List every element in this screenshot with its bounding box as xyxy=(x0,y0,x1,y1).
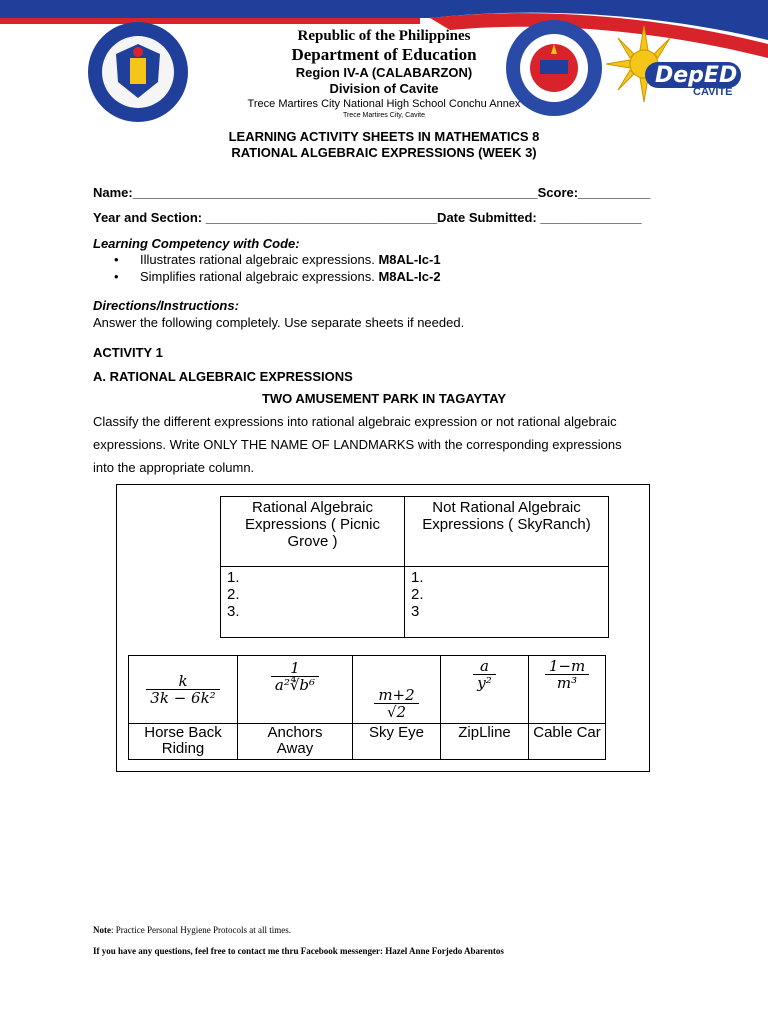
footer-note xyxy=(93,925,291,935)
expression-fraction: $\frac{m+2}{√2}$ xyxy=(374,687,418,720)
doc-subtitle: RATIONAL ALGEBRAIC EXPRESSIONS (WEEK 3) xyxy=(231,145,537,160)
expression-fraction: $\frac{1-m}{\text{m³}}$ xyxy=(545,658,589,691)
bullet-icon: • xyxy=(114,252,119,267)
bullet-icon: • xyxy=(114,269,119,284)
landmark-cell: ZipLline xyxy=(441,724,529,760)
instructions-line-3: into the appropriate column. xyxy=(93,460,255,475)
expression-cell xyxy=(129,656,238,724)
answer-slot: 1. xyxy=(411,569,424,586)
header-division: Division of Cavite xyxy=(329,81,439,96)
answer-slot: 1. xyxy=(227,569,240,586)
note-label: Note xyxy=(93,925,111,935)
expressions-table xyxy=(128,655,606,760)
competency-code: M8AL-Ic-2 xyxy=(378,269,441,284)
not-rational-answer-cell[interactable] xyxy=(405,567,609,638)
expression-cell xyxy=(353,656,441,724)
section-a-label: A. RATIONAL ALGEBRAIC EXPRESSIONS xyxy=(93,369,353,384)
header-region: Region IV-A (CALABARZON) xyxy=(295,65,473,80)
competency-text: Illustrates rational algebraic expressions. xyxy=(140,252,379,267)
note-text: : Practice Personal Hygiene Protocols at all times. xyxy=(111,925,291,935)
landmark-cell: Cable Car xyxy=(529,724,606,760)
rational-column-header: Rational Algebraic Expressions ( Picnic Grove ) xyxy=(221,497,405,567)
header-school: Trece Martires City National High School Conchu Annex xyxy=(247,98,521,110)
classification-table xyxy=(220,496,609,638)
header-republic: Republic of the Philippines xyxy=(297,28,471,44)
landmark-cell: Anchors Away xyxy=(238,724,353,760)
deped-logo-sub: CAVITE xyxy=(693,86,733,98)
doc-title: LEARNING ACTIVITY SHEETS IN MATHEMATICS 8 xyxy=(228,129,540,144)
expression-cell xyxy=(441,656,529,724)
expression-cell xyxy=(529,656,606,724)
instructions-line-2: expressions. Write ONLY THE NAME OF LANDMARKS with the corresponding expressions xyxy=(93,437,622,452)
deped-logo-text: DepED xyxy=(655,63,738,88)
competency-text: Simplifies rational algebraic expressions. xyxy=(140,269,379,284)
activity-subtitle: TWO AMUSEMENT PARK IN TAGAYTAY xyxy=(261,391,507,406)
landmark-cell: Horse Back Riding xyxy=(129,724,238,760)
answer-slot: 2. xyxy=(227,586,240,603)
directions-text: Answer the following completely. Use separate sheets if needed. xyxy=(93,315,465,330)
name-score-line: Name:________________________________________________________Score:__________ xyxy=(93,185,651,200)
section-date-line: Year and Section: ________________________________Date Submitted: ______________ xyxy=(93,210,642,225)
activity-label: ACTIVITY 1 xyxy=(93,345,163,360)
answer-slot: 2. xyxy=(411,586,424,603)
header-department: Department of Education xyxy=(291,45,477,64)
answer-slot: 3. xyxy=(227,603,240,620)
footer-contact: If you have any questions, feel free to contact me thru Facebook messenger: Hazel Anne Forjedo Abarentos xyxy=(93,946,504,956)
competency-heading: Learning Competency with Code: xyxy=(93,236,300,251)
answer-slot: 3 xyxy=(411,603,420,620)
expression-fraction: $\frac{k}{\text{3k − 6k²}}$ xyxy=(146,673,219,706)
instructions-line-1: Classify the different expressions into rational algebraic expression or not rational algebraic xyxy=(93,414,617,429)
not-rational-column-header: Not Rational Algebraic Expressions ( SkyRanch) xyxy=(405,497,609,567)
expression-fraction: $\frac{a}{\text{y²}}$ xyxy=(473,658,496,691)
rational-answer-cell[interactable] xyxy=(221,567,405,638)
header-city: Trece Martires City, Cavite xyxy=(342,112,426,119)
directions-heading: Directions/Instructions: xyxy=(93,298,239,313)
competency-code: M8AL-Ic-1 xyxy=(378,252,441,267)
landmark-cell: Sky Eye xyxy=(353,724,441,760)
expression-cell xyxy=(238,656,353,724)
expression-fraction: $\frac{1}{\text{a²∜b⁶}}$ xyxy=(271,660,319,693)
